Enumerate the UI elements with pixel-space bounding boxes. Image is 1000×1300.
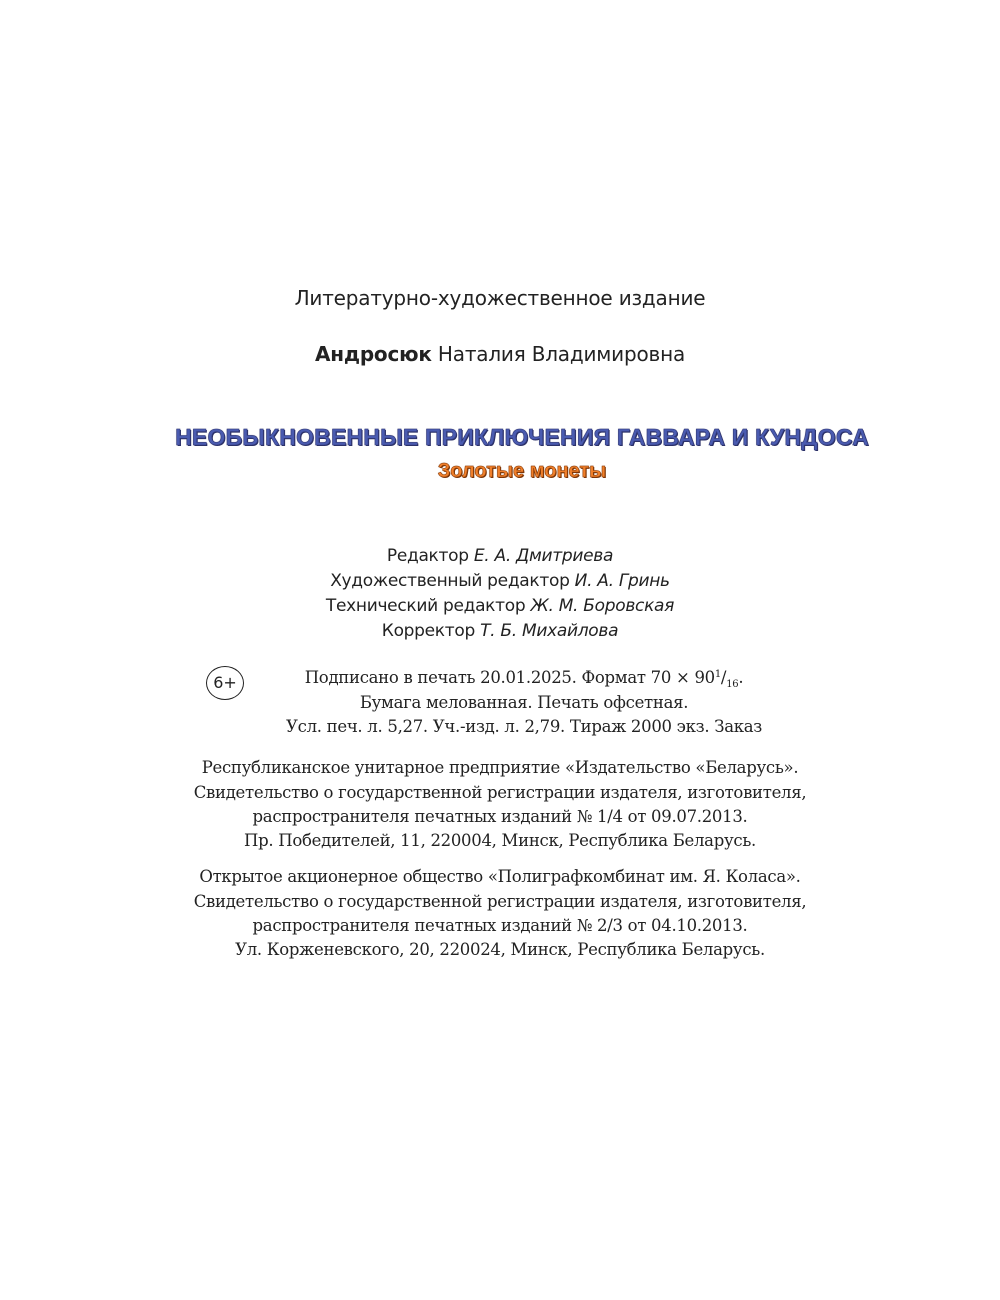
printer-name: Открытое акционерное общество «Полиграфкомбинат им. Я. Коласа». [199, 867, 801, 886]
staff-art-editor [0, 571, 1000, 591]
print-signed-text: Подписано в печать 20.01.2025. Формат 70 × 90 [304, 668, 715, 687]
staff-role: Художественный редактор [330, 571, 570, 591]
staff-name: Ж. М. Боровская [530, 596, 675, 616]
publisher-certificate: Свидетельство о государственной регистрации издателя, изготовителя, [193, 783, 807, 802]
staff-editor [0, 546, 1000, 566]
format-numerator: 1 [714, 669, 721, 680]
print-volume-line: Усл. печ. л. 5,27. Уч.-изд. л. 2,79. Тираж 2000 экз. Заказ [286, 717, 762, 736]
book-subtitle: Золотые монеты [437, 460, 607, 482]
print-signed-line [24, 668, 1000, 690]
edition-type: Литературно-художественное издание [294, 286, 706, 310]
staff-name: Е. А. Дмитриева [473, 546, 614, 566]
age-rating-badge: 6+ [206, 666, 244, 700]
staff-role: Технический редактор [325, 596, 526, 616]
author-line [0, 342, 1000, 366]
staff-name: Т. Б. Михайлова [480, 621, 619, 641]
staff-role: Корректор [381, 621, 475, 641]
print-paper-line: Бумага мелованная. Печать офсетная. [359, 693, 689, 712]
format-denominator: 16 [726, 679, 739, 690]
printer-certificate: Свидетельство о государственной регистрации издателя, изготовителя, [193, 892, 807, 911]
print-line-end: . [738, 668, 744, 687]
book-title: НЕОБЫКНОВЕННЫЕ ПРИКЛЮЧЕНИЯ ГАВВАРА И КУНДОСА [175, 424, 869, 450]
author-given-names: Наталия Владимировна [437, 342, 686, 366]
author-surname: Андросюк [314, 342, 432, 366]
publisher-name: Республиканское унитарное предприятие «Издательство «Беларусь». [201, 758, 799, 777]
staff-proofreader [0, 621, 1000, 641]
format-slash: / [720, 668, 727, 687]
publisher-certificate-number: распространителя печатных изданий № 1/4 от 09.07.2013. [252, 807, 748, 826]
printer-address: Ул. Корженевского, 20, 220024, Минск, Республика Беларусь. [235, 940, 765, 959]
publisher-address: Пр. Победителей, 11, 220004, Минск, Республика Беларусь. [244, 831, 756, 850]
staff-role: Редактор [386, 546, 469, 566]
staff-tech-editor [0, 596, 1000, 616]
staff-name: И. А. Гринь [574, 571, 670, 591]
printer-certificate-number: распространителя печатных изданий № 2/3 от 04.10.2013. [252, 916, 748, 935]
